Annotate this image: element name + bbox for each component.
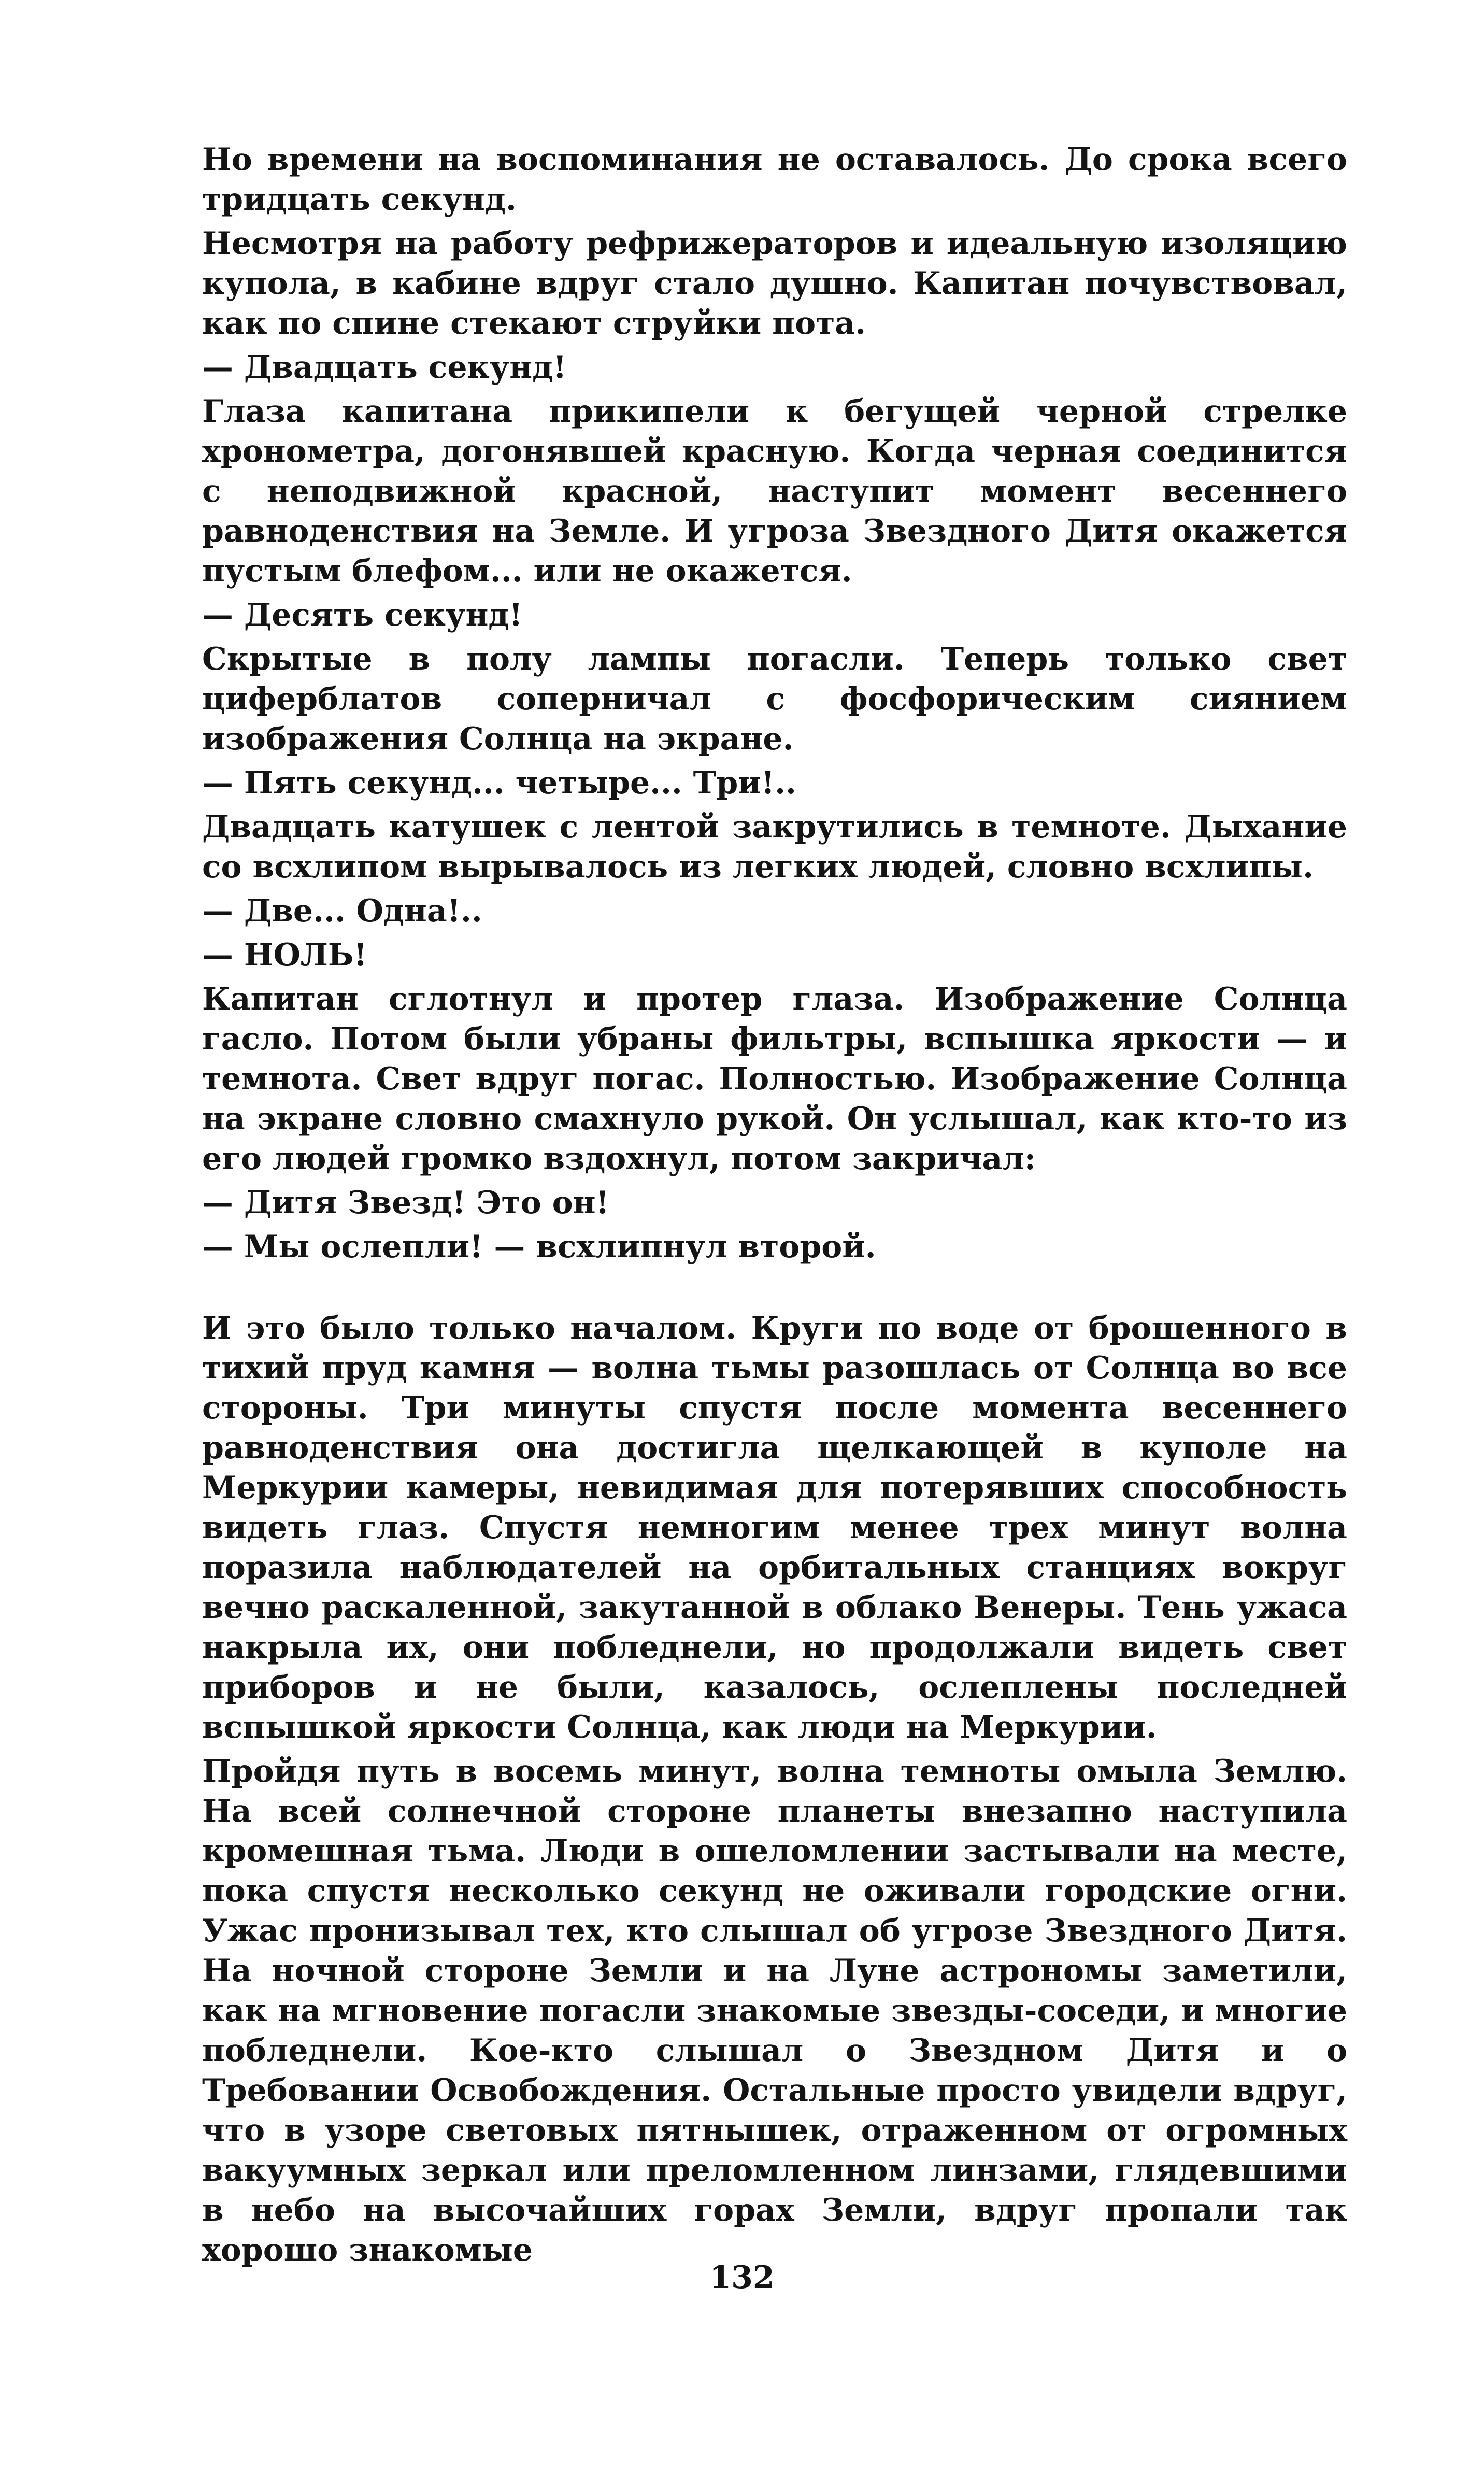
paragraph: Пройдя путь в восемь минут, волна темноты омыла Землю. На всей солнечной стороне планеты внезапно наступила кромешная тьма. Люди в ошеломлении застывали на месте, пока спустя несколько секунд не оживали городские огни. Ужас пронизывал тех, кто слышал об угрозе Звездного Дитя. На ночной стороне Земли и на Луне астрономы заметили, как на мгновение погасли знакомые звезды-соседи, и многие побледнели. Кое-кто слышал о Звездном Дитя и о Требовании Освобождения. Остальные просто увидели вдруг, что в узоре световых пятнышек, отраженном от огромных вакуумных зеркал или преломленном линзами, глядевшими в небо на высочайших горах Земли, вдруг пропали так хорошо знакомые bbox=[202, 1753, 1347, 2268]
dialogue-line: — Две... Одна!.. bbox=[202, 893, 482, 929]
paragraph: Скрытые в полу лампы погасли. Теперь только свет циферблатов соперничал с фосфорическим сиянием изображения Солнца на экране. bbox=[202, 641, 1347, 757]
paragraph: Капитан сглотнул и протер глаза. Изображение Солнца гасло. Потом были убраны фильтры, вспышка яркости — и темнота. Свет вдруг погас. Полностью. Изображение Солнца на экране словно смахнуло рукой. Он услышал, как кто-то из его людей громко вздохнул, потом закричал: bbox=[202, 981, 1347, 1177]
dialogue-line: — Мы ослепли! — всхлипнул второй. bbox=[202, 1229, 876, 1265]
dialogue-line: — Десять секунд! bbox=[202, 597, 523, 633]
book-page-text bbox=[202, 140, 1347, 2275]
dialogue-line: — Дитя Звезд! Это он! bbox=[202, 1185, 609, 1221]
dialogue-line: — Двадцать секунд! bbox=[202, 349, 567, 386]
paragraph: И это было только началом. Круги по воде от брошенного в тихий пруд камня — волна тьмы разошлась от Солнца во все стороны. Три минуты спустя после момента весеннего равноденствия она достигла щелкающей в куполе на Меркурии камеры, невидимая для потерявших способность видеть глаз. Спустя немногим менее трех минут волна поразила наблюдателей на орбитальных станциях вокруг вечно раскаленной, закутанной в облако Венеры. Тень ужаса накрыла их, они побледнели, но продолжали видеть свет приборов и не были, казалось, ослеплены последней вспышкой яркости Солнца, как люди на Меркурии. bbox=[202, 1310, 1347, 1745]
paragraph: Но времени на воспоминания не оставалось. До срока всего тридцать секунд. bbox=[202, 141, 1347, 218]
paragraph: Несмотря на работу рефрижераторов и идеальную изоляцию купола, в кабине вдруг стало душно. Капитан почувствовал, как по спине стекают струйки пота. bbox=[202, 225, 1347, 342]
dialogue-line: — Пять секунд... четыре... Три!.. bbox=[202, 765, 796, 801]
paragraph: Двадцать катушек с лентой закрутились в темноте. Дыхание со всхлипом вырывалось из легких людей, словно всхлипы. bbox=[202, 809, 1347, 885]
page-number: 132 bbox=[709, 2259, 775, 2296]
dialogue-line: — НОЛЬ! bbox=[202, 937, 367, 973]
paragraph: Глаза капитана прикипели к бегущей черной стрелке хронометра, догонявшей красную. Когда черная соединится с неподвижной красной, наступит момент весеннего равноденствия на Земле. И угроза Звездного Дитя окажется пустым блефом... или не окажется. bbox=[202, 393, 1347, 589]
